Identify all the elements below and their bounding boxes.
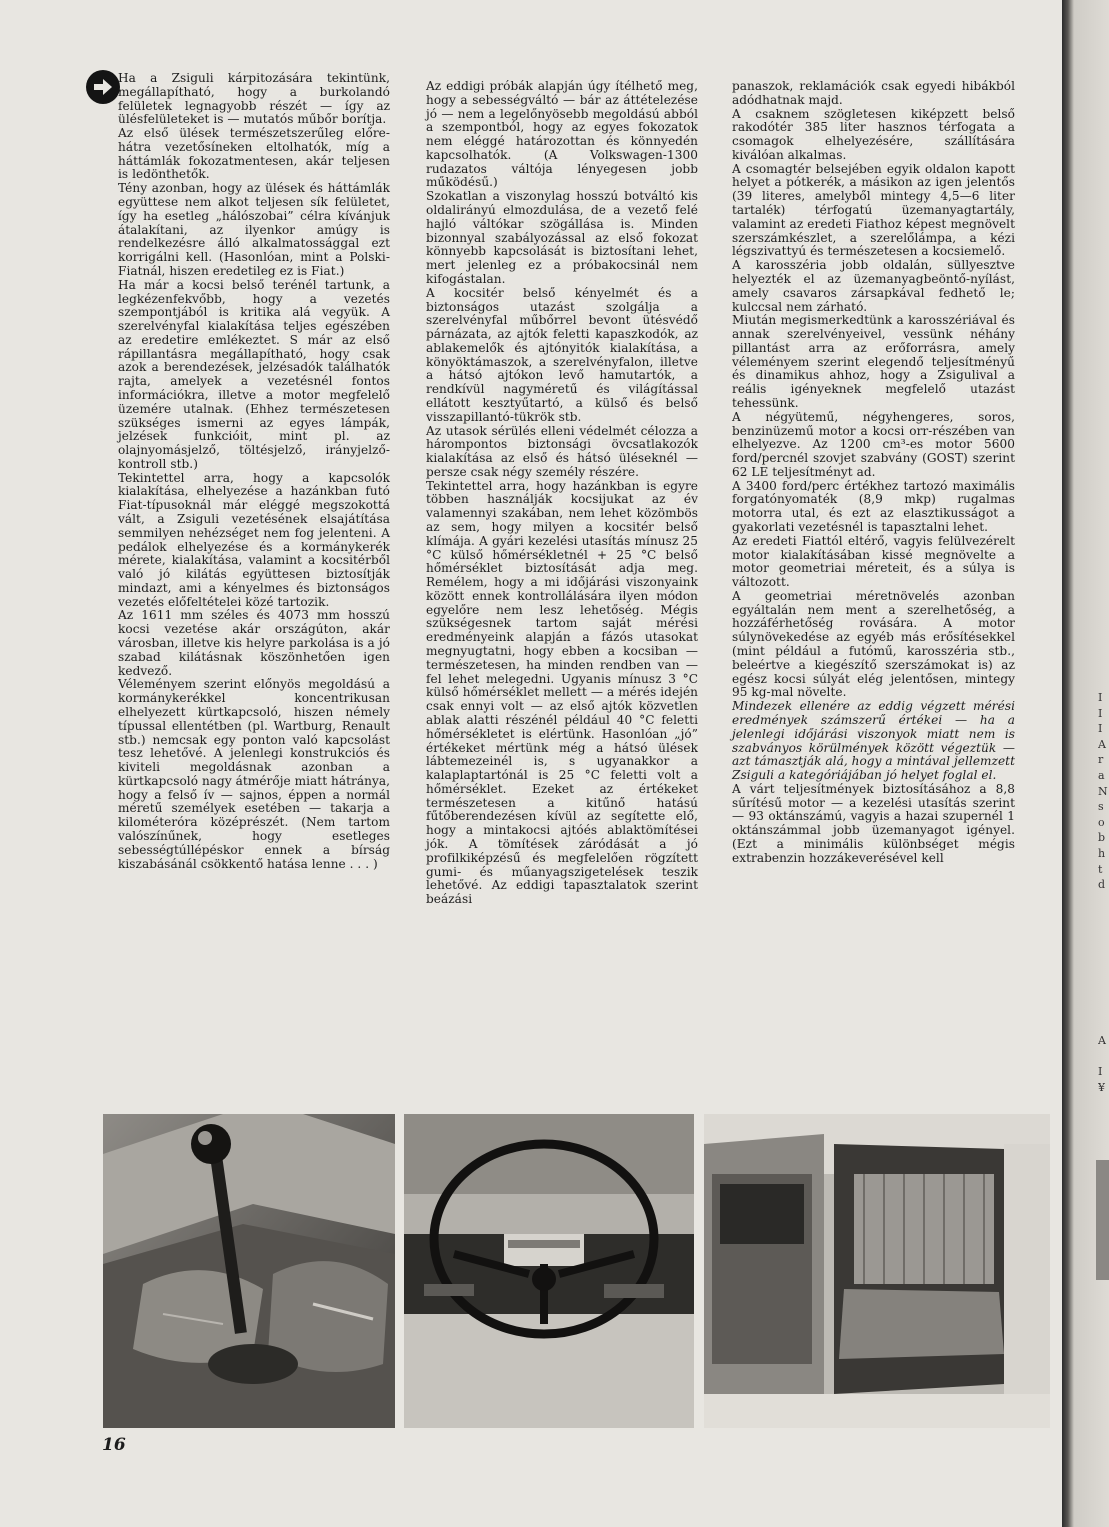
paragraph: Az első ülések természetszerűleg előre-hátra vezetősíneken eltolhatók, míg a háttámlák fokozatmentesen, akár teljesen is ledönthetők. [118, 126, 390, 182]
photo-rear-door-seat [704, 1114, 1050, 1428]
paragraph: Tekintettel arra, hogy a kapcsolók kialakítása, elhelyezése a hazánkban futó Fiat-típusoknál már eléggé megszokottá vált, a Zsiguli vezetésének elsajátítása semmilyen nehézséget nem fog jelenteni. A pedálok elhelyezése és a kormánykerék mérete, kialakítása, valamint a kocsitérből való jó kilátás együttesen biztosítják mindazt, ami a kényelmes és biztonságos vezetés előfeltételei közé tartozik. [118, 470, 390, 609]
paragraph: Tekintettel arra, hogy hazánkban is egyre többen használják kocsijukat az év valamennyi szakában, nem lehet közömbös az sem, hogy milyen a kocsitér belső klímája. A gyári kezelési utasítás mínusz 25 °C külső hőmérsékletnél + 25 °C belső hőmérséklet biztosítását adja meg. Remélem, hogy a mi időjárási viszonyaink között ennek kontrollálására ilyen módon egyelőre nem lesz lehetőség. Mégis szükségesnek tartom saját mérési eredményeink alapján a fázós utasokat megnyugtatni, hogy ebben a kocsiban — természetesen, ha minden rendben van — fel lehet melegedni. Ugyanis mínusz 3 °C külső hőmérséklet mellett — a mérés idején csak ennyi volt — az első ajtók közvetlen ablak alatti részénél például 40 °C feletti hőmérsékletet is elértünk. Hasonlóan „jó” értékeket mértünk még a hátsó ülések lábtemezeinél is, s ugyanakkor a kalaplaptartónál is 25 °C feletti volt a hőmérséklet. Ezeket az értékeket természetesen a kitűnő hatású fűtőberendezésen kívül az segítette elő, hogy a mintakocsi ajtóés ablaktömítései jók. A tömítések záródását a jó profilkiképzésű és megfelelően rögzített gumi- és műanyagszigetelések teszik lehetővé. Az eddigi tapasztalatok szerint beázási [426, 478, 698, 907]
paragraph: A négyütemű, négyhengeres, soros, benzinüzemű motor a kocsi orr-részében van elhelyezve. Az 1200 cm³-es motor 5600 ford/percnél szovjet szabvány (GOST) szerint 62 LE teljesítményt ad. [732, 409, 1015, 479]
paragraph: A várt teljesítmények biztosításához a 8,8 sűrítésű motor — a kezelési utasítás szerint — 93 oktánszámú, vagyis a hazai szupernél 1 oktánszámmal jobb üzemanyagot igényel. (Ezt a minimális különbséget mégis extrabenzin hozzákeverésével kell [732, 781, 1015, 865]
page-number: 16 [102, 1435, 126, 1455]
adjacent-page-letter: s [1098, 800, 1104, 814]
adjacent-page-letter [1098, 986, 1109, 1002]
adjacent-page-letter: a [1098, 768, 1105, 782]
paragraph: Véleményem szerint előnyös megoldású a kormánykerékkel koncentrikusan elhelyezett kürtkapcsoló, hiszen némely típussal ellentétben (pl. Wartburg, Renault stb.) nemcsak egy ponton való kapcsolást tesz lehetővé. A jelenlegi konstrukciós és kiviteli megoldásnak azonban a kürtkapcsoló nagy átmérője miatt hátránya, hogy a felső ív — sajnos, éppen a normál méretű személyek esetében — takarja a kilométeróra középrészét. (Nem tartom valószínűnek, hogy esetleges sebességtúllépéskor ennek a bírság kiszabásánál csökkentő hatása lenne . . . ) [118, 677, 390, 871]
adjacent-page-edge [1096, 1160, 1109, 1280]
adjacent-page-letter [1098, 1002, 1109, 1018]
paragraph: Miután megismerkedtünk a karosszériával és annak szerelvényeivel, vessünk néhány pillantást arra az erőforrásra, amely véleményem szerint elegendő teljesítményű és dinamikus ahhoz, hogy a Zsigulival a reális igényeknek megfelelő utazást tehessünk. [732, 313, 1015, 410]
adjacent-page-letter [1098, 1017, 1109, 1033]
paragraph: Az eddigi próbák alapján úgy ítélhető meg, hogy a sebességváltó — bár az áttételezése jó — nem a legelőnyösebb megoldású abból a szempontból, hogy az egyes fokozatok nem eléggé határozottan és könnyedén kapcsolhatók. (A Volkswagen-1300 rudazatos váltója lényegesen jobb működésű.) [426, 79, 698, 190]
adjacent-page-letter [1098, 908, 1109, 924]
paragraph: A karosszéria jobb oldalán, süllyesztve helyezték el az üzemanyagbeöntő-nyílást, amely csavaros zársapkával fedhető le; kulccsal nem zárható. [732, 258, 1015, 314]
paragraph: A geometriai méretnövelés azonban egyáltalán nem ment a szerelhetőség, a hozzáférhetőség rovására. A motor súlynövekedése az egyéb más erősítésekkel (mint például a futómű, karosszéria stb., beleértve a kiegészítő szerszámokat is) az egész kocsi súlyát elég jelentősen, mintegy 95 kg-mal növelte. [732, 588, 1015, 700]
adjacent-page-letter: I [1098, 691, 1103, 704]
adjacent-page-letter: I [1098, 1065, 1103, 1079]
adjacent-page-letter: h [1098, 846, 1106, 860]
adjacent-page-letter: o [1098, 815, 1105, 829]
adjacent-page-letter: b [1098, 831, 1106, 845]
adjacent-page-letter: I [1098, 706, 1103, 720]
paragraph: A csomagtér belsejében egyik oldalon kapott helyet a pótkerék, a másikon az igen jelentős (39 literes, amelyből mintegy 4,5—6 liter tartalék) térfogatú üzemanyagtartály, valamint az eredeti Fiathoz képest megnövelt szerszámkészlet, a szerelőlámpa, a kézi légszivattyú és természetesen a kocsiemelő. [732, 161, 1015, 259]
arrow-right-icon [86, 70, 120, 104]
adjacent-page-letter [1098, 893, 1109, 909]
adjacent-page-letters [1098, 690, 1109, 1095]
photo-steering-wheel-dashboard [404, 1114, 694, 1428]
adjacent-page-letter [1098, 940, 1109, 956]
adjacent-page-letter: d [1098, 878, 1106, 892]
adjacent-page-letter [1098, 971, 1109, 987]
article-column-2 [426, 80, 698, 907]
paragraph: A csaknem szögletesen kiképzett belső rakodótér 385 liter hasznos térfogata a csomagok elhelyezésére, szállítására kiválóan alkalmas. [732, 106, 1015, 162]
adjacent-page-letter: ¥ [1098, 1080, 1105, 1094]
paragraph: Az 1611 mm széles és 4073 mm hosszú kocsi vezetése akár országúton, akár városban, illetve kis helyre parkolása is a jó szabad kilátásnak köszönhetően igen kedvező. [118, 608, 390, 678]
adjacent-page-letter [1098, 955, 1109, 971]
paragraph: Az utasok sérülés elleni védelmét célozza a hárompontos biztonsági övcsatlakozók kialakítása az első és hátsó üléseknél — persze csak négy személy részére. [426, 423, 698, 479]
adjacent-page-letter [1098, 924, 1109, 940]
paragraph: A 3400 ford/perc értékhez tartozó maximális forgatónyomaték (8,9 mkp) rugalmas motorra utal, és ezt az elasztikusságot a gyakorlati vezetésnél is tapasztalni lehet. [732, 478, 1015, 534]
paragraph: Tény azonban, hogy az ülések és háttámlák együttese nem alkot teljesen sík felületet, így ha esetleg „hálószobai” célra kívánjuk átalakítani, az ilyenkor amúgy is rendelkezésre álló alkalmatossággal ezt korrigálni kell. (Hasonlóan, mint a Polski-Fiatnál, hiszen eredetileg ez is Fiat.) [118, 181, 390, 278]
paragraph-italic: Mindezek ellenére az eddig végzett mérési eredmények számszerű értékei — ha a jelenlegi időjárási viszonyok miatt nem is szabványos körülmények között végeztük — azt támasztják alá, hogy a mintával jellemzett Zsiguli a kategóriájában jó helyet foglal el. [732, 699, 1015, 783]
adjacent-page-letter: I [1098, 722, 1103, 736]
paragraph: Ha már a kocsi belső terénél tartunk, a legkézenfekvőbb, hogy a vezetés szempontjából is kritika alá vegyük. A szerelvényfal kialakítása teljes egészében az eredetire emlékeztet. S már az első rápillantásra megállapítható, hogy csak azok a berendezések, jelzésadók találhatók rajta, amelyek a vezetésnél fontos információkra, illetve a motor megfelelő üzemére utalnak. (Ehhez természetesen szükséges ismerni az egyes lámpák, jelzések funkcióit, mint pl. az olajnyomásjelző, töltésjelző, irányjelző-kontroll stb.) [118, 277, 390, 471]
paragraph: panaszok, reklamációk csak egyedi hibákból adódhatnak majd. [732, 79, 1015, 107]
adjacent-page-letter: A [1098, 737, 1106, 751]
photo-gearstick-interior [103, 1114, 395, 1428]
adjacent-page-letter: t [1098, 862, 1103, 876]
adjacent-page-letter [1098, 1049, 1109, 1065]
paragraph: Ha a Zsiguli kárpitozására tekintünk, megállapítható, hogy a burkolandó felületek legnagyobb részét — így az ülésfelületeket is — mutatós műbőr borítja. [118, 71, 390, 127]
adjacent-page-letter: A [1098, 1034, 1106, 1048]
adjacent-page-letter: r [1098, 753, 1104, 767]
article-column-3 [732, 80, 1015, 866]
article-column-1 [118, 72, 390, 871]
paragraph: Szokatlan a viszonylag hosszú botváltó kis oldalirányú elmozdulása, de a vezető felé hajló váltókar szögállása is. Minden bizonnyal szabályozással az első fokozat könnyebb kapcsolását is biztosítani lehet, mert jelenleg ez a próbakocsinál nem kifogástalan. [426, 189, 698, 286]
paragraph: Az eredeti Fiattól eltérő, vagyis felülvezérelt motor kialakításában kissé megnövelte a motor geometriai méreteit, és a súlya is változott. [732, 533, 1015, 590]
adjacent-page-letter: N [1098, 784, 1108, 798]
paragraph: A kocsitér belső kényelmét és a biztonságos utazást szolgálja a szerelvényfal műbőrrel bevont ütésvédő párnázata, az ajtók feletti kapaszkodók, az ablakemelők és ajtónyitók kialakítása, a könyöktámaszok, a szerelvényfalon, illetve a hátsó ajtókon levő hamutartók, a rendkívül nagyméretű és világítással ellátott kesztyűtartó, a külső és belső visszapillantó-tükrök stb. [426, 285, 698, 424]
